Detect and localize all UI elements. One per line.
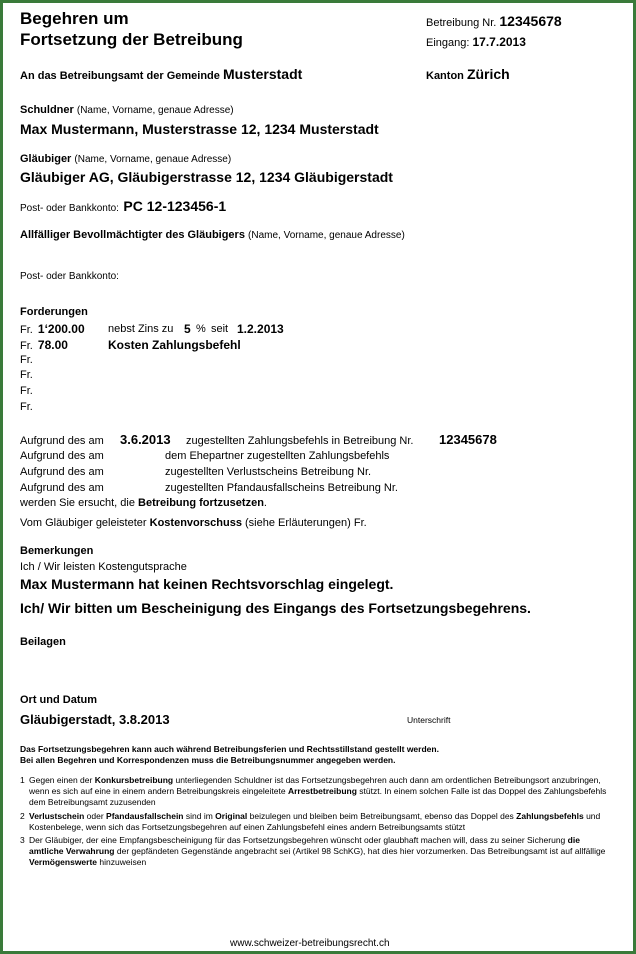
beilagen-label: Beilagen <box>20 636 66 648</box>
note-1-a: Gegen einen der <box>29 775 95 785</box>
note-2-text <box>29 811 621 833</box>
unterschrift-label: Unterschrift <box>407 715 451 725</box>
aufgrund-1-date: 3.6.2013 <box>120 432 171 447</box>
note-2-number: 2 <box>20 811 25 821</box>
schuldner-value: Max Mustermann, Musterstrasse 12, 1234 Musterstadt <box>20 121 379 137</box>
note-1-b: Konkursbetreibung <box>94 775 174 785</box>
kanton-label: Kanton <box>426 70 464 82</box>
aufgrund-2-prefix: Aufgrund des am <box>20 450 104 462</box>
title-line-2: Fortsetzung der Betreibung <box>20 30 243 49</box>
forderung-row-1 <box>20 322 85 336</box>
note-3-c: der gepfändeten Gegenstände angebracht sei (Artikel 98 SchKG), hat dies hier vorzumerken. Das Betreibungsamt ist auf allfällige <box>114 846 606 856</box>
kanton-row <box>426 66 510 82</box>
note-2-b: oder <box>84 811 107 821</box>
aufgrund-2-text: dem Ehepartner zugestellten Zahlungsbefehls <box>165 450 390 462</box>
ort-label: Ort und Datum <box>20 694 97 706</box>
ersucht-bold: Betreibung fortzusetzen <box>138 497 264 509</box>
note-3-b: die amtliche Verwahrung <box>29 835 580 856</box>
schuldner-label-row <box>20 104 234 116</box>
note-2-d: sind im <box>183 811 216 821</box>
glaeubiger-label: Gläubiger <box>20 153 72 165</box>
note-1-d: Arrestbetreibung <box>287 786 357 796</box>
glaeubiger-label-row <box>20 153 231 165</box>
forderung-2-amount: 78.00 <box>37 338 68 352</box>
glaeubiger-value: Gläubiger AG, Gläubigerstrasse 12, 1234 Gläubigerstadt <box>20 169 393 185</box>
amt-label: An das Betreibungsamt der Gemeinde <box>20 70 220 82</box>
aufgrund-4-text: zugestellten Pfandausfallscheins Betreibung Nr. <box>165 482 398 494</box>
konto-row <box>20 198 226 216</box>
note-3-e: hinzuweisen <box>97 857 147 867</box>
bevollmaechtigter-konto-label: Post- oder Bankkonto: <box>20 271 119 282</box>
note-2-c: Pfandausfallschein <box>106 811 184 821</box>
vorschuss-row <box>20 517 367 529</box>
document-title <box>20 8 243 50</box>
note-3-text <box>29 835 613 868</box>
notes-bold-line-2: Bei allen Begehren und Korrespondenzen muss die Betreibungsnummer angegeben werden. <box>20 755 396 765</box>
note-2-a: Verlustschein <box>29 811 85 821</box>
notes-bold-line-1: Das Fortsetzungsbegehren kann auch während Betreibungsferien und Rechtsstillstand gestellt werden. <box>20 744 439 754</box>
schuldner-label: Schuldner <box>20 104 74 116</box>
forderung-1-pct: % <box>196 323 206 335</box>
note-1-number: 1 <box>20 775 25 785</box>
note-1-c: unterliegenden Schuldner ist das Fortsetzungsbegehren auch dann am ordentlichen Betreibungsort anzubringen, wenn es sich auf eine in einem andern Betreibungskreis eingeleitete <box>29 775 601 796</box>
glaeubiger-hint: (Name, Vorname, genaue Adresse) <box>74 154 232 165</box>
bemerkungen-line-1: Ich / Wir leisten Kostengutsprache <box>20 561 187 573</box>
eingang-row <box>426 35 526 49</box>
betreibung-nr: 12345678 <box>499 13 562 29</box>
currency-label: Fr. <box>20 324 33 336</box>
note-1-e: stützt. In einem solchen Falle ist das Doppel des Zahlungsbefehls dem Betreibungsamt zuzusenden <box>29 786 607 807</box>
kanton-value: Zürich <box>466 66 510 82</box>
konto-label: Post- oder Bankkonto: <box>20 203 119 214</box>
forderung-1-seit: seit <box>211 323 229 335</box>
title-line-1: Begehren um <box>20 9 129 28</box>
vorschuss-pre: Vom Gläubiger geleisteter <box>20 517 147 529</box>
forderung-row-3: Fr. <box>20 354 33 366</box>
currency-label: Fr. <box>20 340 33 352</box>
bemerkungen-line-3: Ich/ Wir bitten um Bescheinigung des Eingangs des Fortsetzungsbegehrens. <box>20 600 531 616</box>
note-2-f: beizulegen und bleiben beim Betreibungsamt, ebenso das Doppel des <box>247 811 517 821</box>
note-2-g: Zahlungsbefehls <box>516 811 584 821</box>
aufgrund-1-nr: 12345678 <box>439 432 497 447</box>
forderung-row-6: Fr. <box>20 401 33 413</box>
forderung-2-desc: Kosten Zahlungsbefehl <box>108 338 241 352</box>
bemerkungen-label: Bemerkungen <box>20 545 94 557</box>
aufgrund-1-prefix: Aufgrund des am <box>20 435 104 447</box>
ort-value: Gläubigerstadt, 3.8.2013 <box>20 712 170 727</box>
vorschuss-bold: Kostenvorschuss <box>149 517 242 529</box>
schuldner-hint: (Name, Vorname, genaue Adresse) <box>76 105 234 116</box>
note-3-d: Vermögenswerte <box>29 857 98 867</box>
eingang-label: Eingang: <box>426 37 470 49</box>
forderungen-label: Forderungen <box>20 306 88 318</box>
note-1-text <box>29 775 617 808</box>
note-2-e: Original <box>215 811 248 821</box>
ersucht-post: . <box>263 497 267 509</box>
forderung-1-zins-label: nebst Zins zu <box>108 323 174 335</box>
aufgrund-3-prefix: Aufgrund des am <box>20 466 104 478</box>
betreibung-nr-row <box>426 13 562 29</box>
betreibung-label: Betreibung Nr. <box>426 17 497 29</box>
notes-bold <box>20 744 439 766</box>
forderung-1-date: 1.2.2013 <box>237 322 284 336</box>
note-2-h: und Kostenbelege, wenn sich das Fortsetzungsbegehren auf einen Zahlungsbefehl eines andern Betreibungsamts stützt <box>29 811 601 832</box>
ersucht-pre: werden Sie ersucht, die <box>20 497 135 509</box>
amt-gemeinde: Musterstadt <box>222 66 303 82</box>
forderung-1-amount: 1‘200.00 <box>37 322 85 336</box>
vorschuss-post: (siehe Erläuterungen) Fr. <box>245 517 367 529</box>
forderung-1-zins: 5 <box>184 322 191 336</box>
forderung-row-5: Fr. <box>20 385 33 397</box>
aufgrund-1-text: zugestellten Zahlungsbefehls in Betreibung Nr. <box>186 435 414 447</box>
bevollmaechtigter-hint: (Name, Vorname, genaue Adresse) <box>248 230 405 241</box>
eingang-date: 17.7.2013 <box>472 35 526 49</box>
ersucht-row <box>20 497 267 509</box>
note-3-a: Der Gläubiger, der eine Empfangsbescheinigung für das Fortsetzungsbegehren wünscht oder glaubhaft machen will, dass zu seiner Sicherung <box>29 835 568 845</box>
bevollmaechtigter-row <box>20 229 405 241</box>
aufgrund-3-text: zugestellten Verlustscheins Betreibung Nr. <box>165 466 372 478</box>
forderung-row-4: Fr. <box>20 369 33 381</box>
bemerkungen-line-2: Max Mustermann hat keinen Rechtsvorschlag eingelegt. <box>20 576 394 592</box>
footer-url[interactable]: www.schweizer-betreibungsrecht.ch <box>230 938 390 949</box>
amt-row <box>20 66 302 82</box>
bevollmaechtigter-label: Allfälliger Bevollmächtigter des Gläubigers <box>20 229 245 241</box>
forderung-row-2 <box>20 338 68 352</box>
konto-value: PC 12-123456-1 <box>123 198 227 214</box>
aufgrund-4-prefix: Aufgrund des am <box>20 482 104 494</box>
note-3-number: 3 <box>20 835 25 845</box>
